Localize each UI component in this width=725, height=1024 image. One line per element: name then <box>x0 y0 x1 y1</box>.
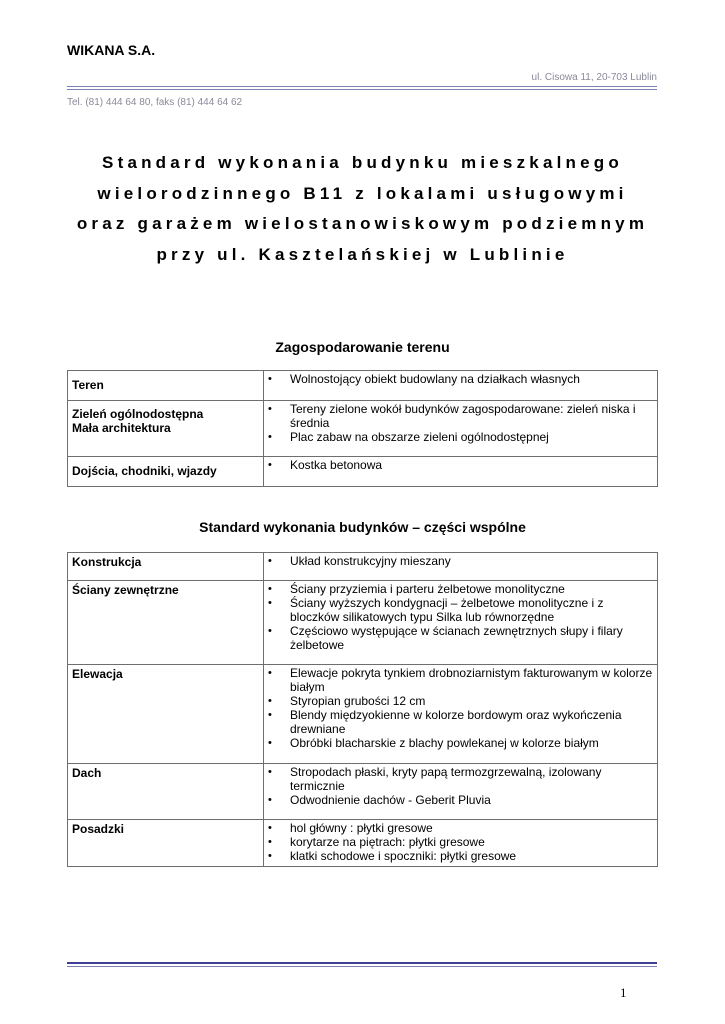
title-line: Standard wykonania budynku mieszkalnego <box>102 153 623 172</box>
list-item: • Elewacje pokryta tynkiem drobnoziarnistym fakturowanym w kolorze białym <box>266 666 655 694</box>
footer-rule <box>67 962 657 967</box>
company-address: ul. Cisowa 11, 20-703 Lublin <box>531 72 657 83</box>
list-item: • Układ konstrukcyjny mieszany <box>266 554 655 568</box>
row-label: Elewacja <box>68 665 264 764</box>
list-item: • Wolnostojący obiekt budowlany na działkach własnych <box>266 372 655 386</box>
row-content <box>264 371 658 401</box>
row-label: Ściany zewnętrzne <box>68 581 264 665</box>
table-row <box>68 665 658 764</box>
company-name: WIKANA S.A. <box>67 42 156 58</box>
table-row <box>68 581 658 665</box>
list-item: • Styropian grubości 12 cm <box>266 694 655 708</box>
row-content <box>264 457 658 487</box>
row-label: Dojścia, chodniki, wjazdy <box>68 457 264 487</box>
company-phone: Tel. (81) 444 64 80, faks (81) 444 64 62 <box>67 97 243 108</box>
header-rule <box>67 86 657 90</box>
table-row <box>68 401 658 457</box>
row-label: Dach <box>68 764 264 820</box>
common-parts-table <box>67 552 658 867</box>
list-item: • Częściowo występujące w ścianach zewnętrznych słupy i filary żelbetowe <box>266 624 655 652</box>
list-item: • Ściany przyziemia i parteru żelbetowe monolityczne <box>266 582 655 596</box>
list-item: • hol główny : płytki gresowe <box>266 821 655 835</box>
list-item: • korytarze na piętrach: płytki gresowe <box>266 835 655 849</box>
list-item: • Plac zabaw na obszarze zieleni ogólnodostępnej <box>266 430 655 444</box>
row-content <box>264 553 658 581</box>
list-item: • Obróbki blacharskie z blachy powlekanej w kolorze białym <box>266 736 655 750</box>
site-table <box>67 370 658 487</box>
list-item: • klatki schodowe i spoczniki: płytki gresowe <box>266 849 655 863</box>
table-row <box>68 820 658 867</box>
row-content <box>264 665 658 764</box>
title-line: wielorodzinnego B11 z lokalami usługowymi <box>97 183 628 203</box>
row-label: Teren <box>68 371 264 401</box>
section-heading-site: Zagospodarowanie terenu <box>275 339 450 355</box>
table-row <box>68 553 658 581</box>
list-item: • Ściany wyższych kondygnacji – żelbetowe monolityczne i z bloczków silikatowych typu Silka lub równorzędne <box>266 596 655 624</box>
row-label: Zieleń ogólnodostępna Mała architektura <box>68 401 264 457</box>
row-content <box>264 820 658 867</box>
table-row <box>68 457 658 487</box>
row-content <box>264 764 658 820</box>
table-row <box>68 764 658 820</box>
list-item: • Stropodach płaski, kryty papą termozgrzewalną, izolowany termicznie <box>266 765 655 793</box>
section-heading-common: Standard wykonania budynków – części wspólne <box>199 519 526 535</box>
row-content <box>264 401 658 457</box>
title-line: przy ul. Kasztelańskiej w Lublinie <box>156 244 569 264</box>
row-label: Konstrukcja <box>68 553 264 581</box>
page-number: 1 <box>620 985 627 1000</box>
row-label: Posadzki <box>68 820 264 867</box>
table-row <box>68 371 658 401</box>
row-content <box>264 581 658 665</box>
list-item: • Tereny zielone wokół budynków zagospodarowane: zieleń niska i średnia <box>266 402 655 430</box>
document-title <box>40 148 685 270</box>
title-line: oraz garażem wielostanowiskowym podziemnym <box>76 214 649 233</box>
list-item: • Blendy międzyokienne w kolorze bordowym oraz wykończenia drewniane <box>266 708 655 736</box>
list-item: • Kostka betonowa <box>266 458 655 472</box>
list-item: • Odwodnienie dachów - Geberit Pluvia <box>266 793 655 807</box>
